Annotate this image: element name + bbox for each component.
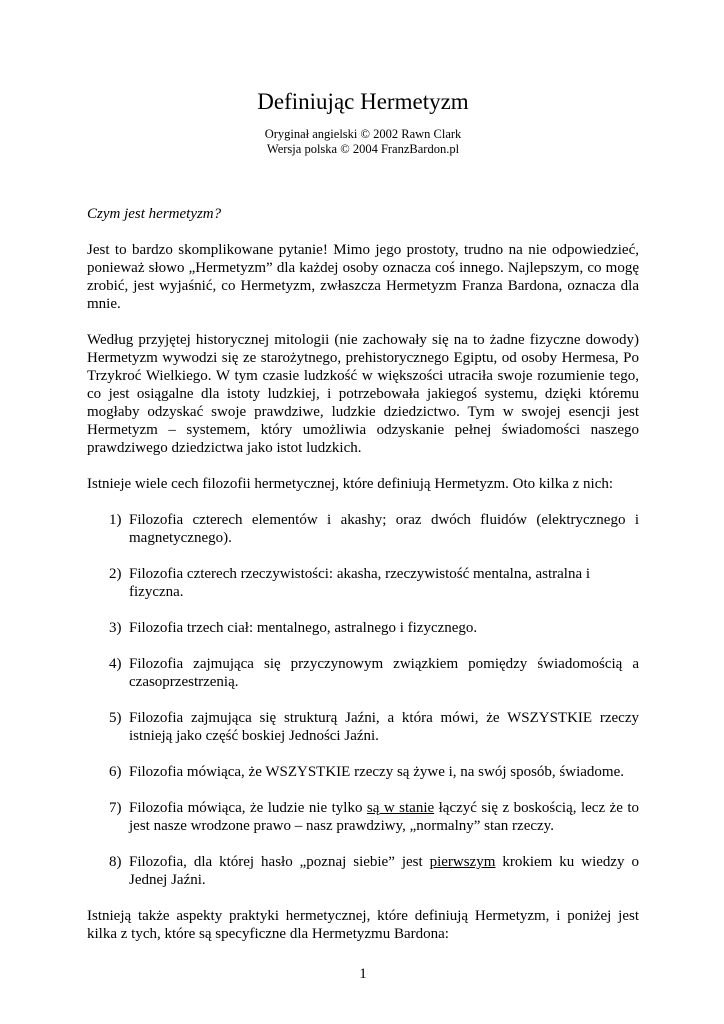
- list-item: [87, 799, 639, 835]
- features-list: [87, 511, 639, 889]
- list-item: [87, 565, 639, 601]
- list-number: 3): [109, 620, 122, 636]
- document-title: Definiując Hermetyzm: [257, 89, 469, 114]
- list-text-post: łączyć się z boskością, lecz że to jest nasze wrodzone prawo – nasz prawdziwy, „normalny” stan rzeczy.: [129, 800, 639, 834]
- list-text: Filozofia mówiąca, że WSZYSTKIE rzeczy są żywe i, na swój sposób, świadome.: [129, 764, 625, 780]
- list-text: Filozofia zajmująca się przyczynowym związkiem pomiędzy świadomością a czasoprzestrzenią.: [129, 656, 639, 690]
- list-text: Filozofia zajmująca się strukturą Jaźni, a która mówi, że WSZYSTKIE rzeczy istnieją jako część boskiej Jedności Jaźni.: [129, 710, 639, 744]
- paragraph: Według przyjętej historycznej mitologii (nie zachowały się na to żadne fizyczne dowody) Hermetyzm wywodzi się ze starożytnego, prehistorycznego Egiptu, od osoby Hermesa, Po Trzykroć Wielkiego. W tym czasie ludzkość w większości utraciła swoje rozumienie tego, co jest osiągalne dla istoty ludzkiej, i potrzebowała jakiegoś systemu, dzięki któremu mogłaby odzyskać swoje prawdziwe, ludzkie dziedzictwo. Tym w swojej esencji jest Hermetyzm – systemem, który umożliwia odzyskanie pełnej świadomości naszego prawdziwego dziedzictwa jako istot ludzkich.: [87, 332, 639, 456]
- list-text-pre: Filozofia, dla której hasło „poznaj siebie” jest: [129, 854, 430, 870]
- list-text: Filozofia trzech ciał: mentalnego, astralnego i fizycznego.: [129, 620, 478, 636]
- list-item: [87, 655, 639, 691]
- document-page: [87, 0, 639, 1024]
- list-item: [87, 853, 639, 889]
- list-item: [87, 709, 639, 745]
- document-body: [87, 205, 639, 961]
- list-number: 7): [109, 800, 122, 816]
- section-heading: Czym jest hermetyzm?: [87, 206, 222, 222]
- underlined-phrase: pierwszym: [429, 854, 496, 870]
- list-item: [87, 511, 639, 547]
- credit-translation: Wersja polska © 2004 FranzBardon.pl: [266, 142, 460, 156]
- credit-original: Oryginał angielski © 2002 Rawn Clark: [264, 127, 462, 141]
- list-text: [129, 853, 639, 889]
- list-number: 8): [109, 854, 122, 870]
- paragraph: Istnieje wiele cech filozofii hermetycznej, które definiują Hermetyzm. Oto kilka z nich:: [87, 476, 614, 492]
- list-text: Filozofia czterech rzeczywistości: akasha, rzeczywistość mentalna, astralna i fizyczna.: [129, 566, 591, 600]
- list-item: [87, 619, 639, 637]
- credits: [87, 127, 639, 157]
- list-number: 6): [109, 764, 122, 780]
- list-number: 4): [109, 656, 122, 672]
- list-text-pre: Filozofia mówiąca, że ludzie nie tylko: [129, 800, 367, 816]
- closing-paragraph: Istnieją także aspekty praktyki hermetycznej, które definiują Hermetyzm, i poniżej jest kilka z tych, które są specyficzne dla Hermetyzmu Bardona:: [87, 908, 639, 942]
- list-number: 2): [109, 566, 122, 582]
- list-text: [129, 799, 639, 835]
- list-text: Filozofia czterech elementów i akashy; oraz dwóch fluidów (elektrycznego i magnetycznego).: [129, 512, 639, 546]
- list-number: 5): [109, 710, 122, 726]
- list-text-post: krokiem ku wiedzy o Jednej Jaźni.: [129, 854, 639, 888]
- page-number: 1: [359, 966, 367, 982]
- paragraph: Jest to bardzo skomplikowane pytanie! Mimo jego prostoty, trudno na nie odpowiedzieć, ponieważ słowo „Hermetyzm” dla każdej osoby oznacza coś innego. Najlepszym, co mogę zrobić, jest wyjaśnić, co Hermetyzm, zwłaszcza Hermetyzm Franza Bardona, oznacza dla mnie.: [87, 242, 639, 312]
- list-item: [87, 763, 639, 781]
- list-number: 1): [109, 512, 122, 528]
- underlined-phrase: są w stanie: [366, 800, 435, 816]
